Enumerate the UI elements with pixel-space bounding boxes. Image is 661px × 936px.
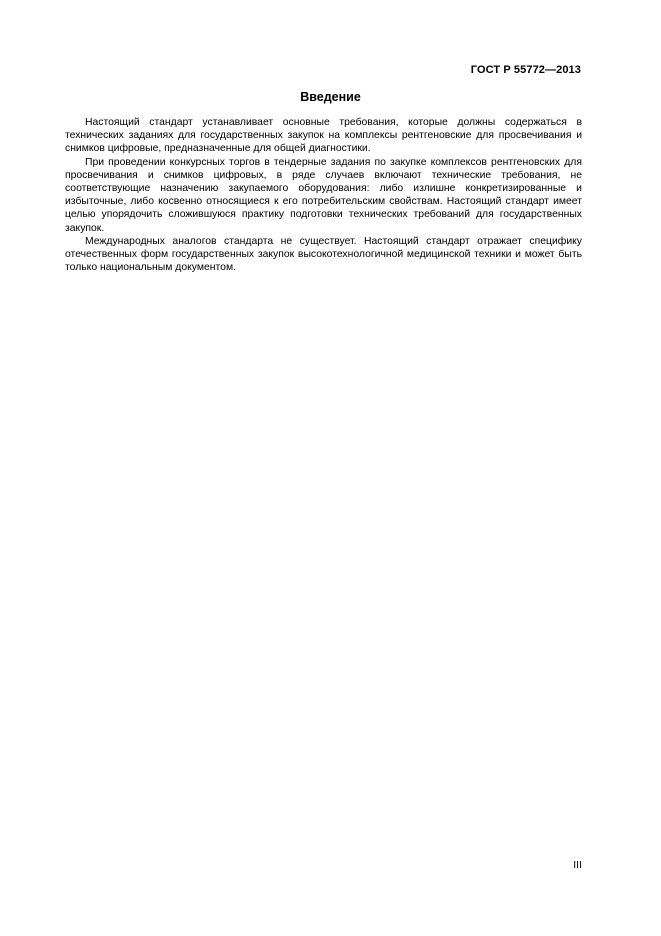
- paragraph: Международных аналогов стандарта не существует. Настоящий стандарт отражает специфику отечественных форм государственных закупок высокотехнологичной медицинской техники и может быть только национальным документом.: [65, 235, 582, 274]
- document-code: ГОСТ Р 55772—2013: [470, 64, 581, 76]
- paragraph: Настоящий стандарт устанавливает основные требования, которые должны содержаться в технических заданиях для государственных закупок на комплексы рентгеновские для просвечивания и снимков цифровые, предназначенные для общей диагностики.: [65, 117, 582, 155]
- page-number: III: [573, 859, 582, 871]
- section-body: [65, 116, 582, 274]
- section-title: Введение: [300, 90, 361, 104]
- paragraph: При проведении конкурсных торгов в тендерные задания по закупке комплексов рентгеновских для просвечивания и снимков цифровых, в ряде случаев включают технические требования, не соответствующие назначению закупаемого оборудования: либо излишне конкретизированные и избыточные, либо косвенно относящиеся к его потребительским свойствам. Настоящий стандарт имеет целью упорядочить сложившуюся практику подготовки технических требований для государственных закупок.: [65, 156, 582, 234]
